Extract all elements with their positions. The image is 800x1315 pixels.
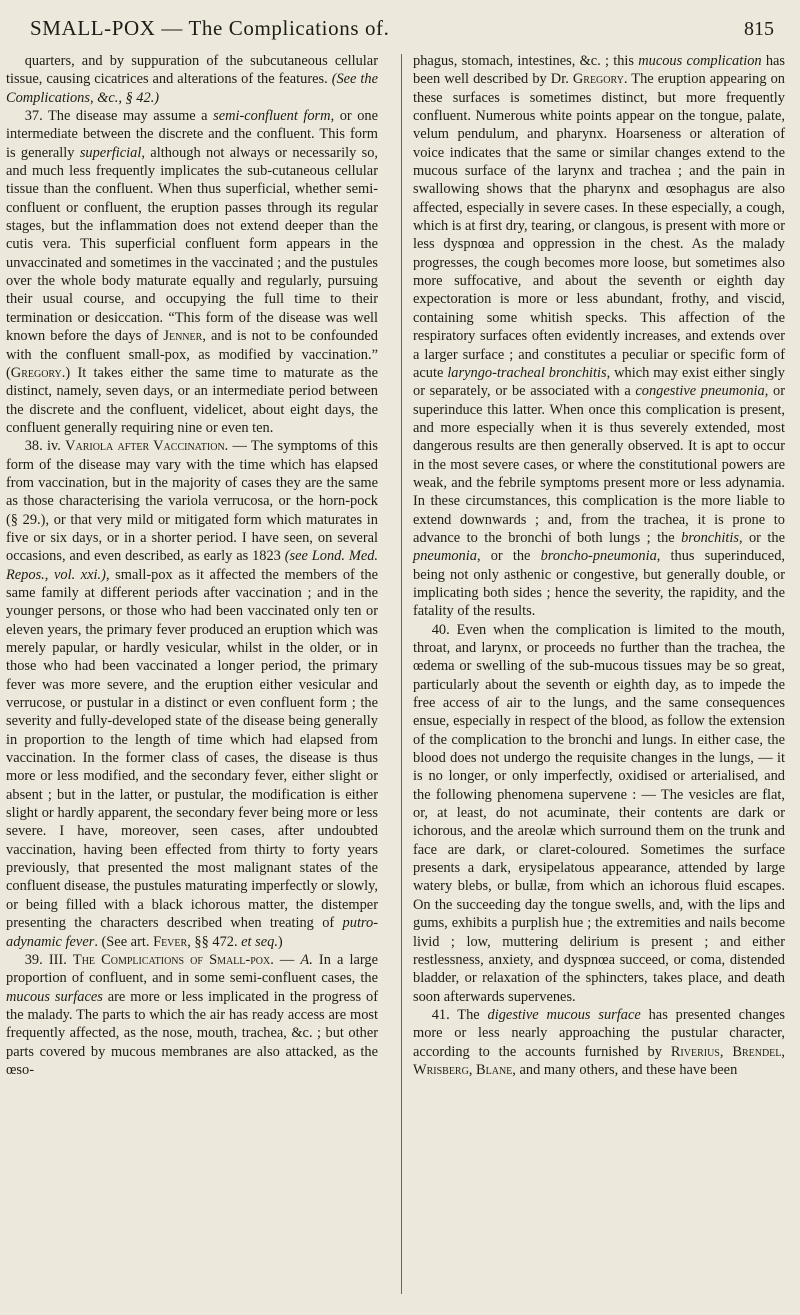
small-caps-text: Variola after Vaccination [65,438,225,455]
text-run: , thus superinduced, being not only asthenic or congestive, but generally double, or implicating both sides ; hence the severity, the rapidity, and the fatality of the results. [413,548,785,620]
text-run: 41. The [431,1006,488,1023]
small-caps-text: Gregory [572,71,624,88]
text-run: . The eruption appearing on these surfaces is sometimes distinct, but more frequently confluent. Numerous white points appear on the tongue, palate, velum pendulum, and pharynx. Hoarseness or alteration of voice indicates that the same or similar changes extend to the mucous surface of the larynx and trachea ; and the pain in swallowing shows that the pharynx and œsophagus are also affected, especially in severe cases. In these especially, a cough, which is at first dry, tearing, or clangous, is present with more or less dyspnœa and oppression in the chest. As the malady progresses, the cough becomes more loose, but sometimes also more suffocative, and about the seventh or eighth day expectoration is more or less abundant, frothy, and viscid, containing some whitish specks. This affection of the respiratory surfaces often evidently increases, and extends over a larger surface ; and constitutes a peculiar or specific form of acute [413,71,785,381]
italic-text: pneumonia [413,548,477,565]
text-run: . — The symptoms of this form of the disease may vary with the time which has elapsed from vaccination, but in the majority of cases they are the same as those characterising the variola verrucosa, or the horn-pock (§ 29.), or that very mild or mitigated form which maturates in five or six days, or in a shorter period. I have seen, on several occasions, and even described, as early as 1823 [6,438,378,565]
text-run: , or the [738,529,785,546]
italic-text: congestive pneumonia [635,383,765,400]
right-column [413,52,785,1079]
italic-text: broncho-pneumonia [540,548,657,565]
italic-text: digestive mucous surface [487,1006,641,1023]
text-run: , [719,1043,733,1060]
italic-text: bronchitis [681,529,739,546]
text-run: has been well described by Dr. [413,53,786,88]
paragraph [6,52,378,107]
text-run: are more or less implicated in the progress of the malady. The parts to which the air has ready access are most frequently affected, as the nose, mouth, trachea, &c. ; but other parts covered by mucous membranes are also attacked, as the œso- [6,988,378,1078]
text-run: , and many others, and these have been [512,1061,738,1078]
italic-text: (see Lond. Med. Repos., vol. xxi.) [6,548,379,583]
text-run: ) [277,933,283,950]
text-run: , which may exist either singly or separately, or be associated with a [413,364,786,400]
page-header [30,16,774,42]
italic-text: putro-adynamic fever [6,915,378,950]
small-caps-text: Jenner [163,328,203,345]
text-run: In a large proportion of confluent, and in some semi-confluent cases, the [6,951,378,987]
paragraph [413,1006,785,1079]
text-run: . (See art. [94,933,154,950]
italic-text: semi-confluent form [213,108,331,125]
small-caps-text: Brendel [732,1043,782,1060]
text-run: , and is not to be confounded with the confluent small-pox, as modified by vaccination.” ( [6,328,378,381]
italic-text: mucous complication [638,53,762,69]
paragraph [6,437,378,951]
italic-text: mucous surfaces [6,988,103,1005]
text-run: .) It takes either the same time to maturate as the distinct, namely, seven days, or an intermediate period between the discrete and the confluent, videlicet, about eight days, the confluent generally requiring nine or even ten. [6,364,378,436]
text-run: , or superinduce this latter. When once this complication is present, and more especially when it is thus severely extended, most dangerous results are then generally observed. It is apt to occur in the most severe cases, or where the constitutional powers are weak, and the febrile symptoms present more or less adynamia. In these circumstances, this complication is the more liable to extend downwards ; and, from the trachea, it is prone to advance to the bronchi of both lungs ; the [413,383,785,546]
text-run: 40. Even when the complication is limited to the mouth, throat, and larynx, or proceeds no further than the trachea, the œdema or swelling of the sub-mucous tissues may be so great, particularly about the seventh or eighth day, as to impede the free access of air to the lungs, and the same consequences ensue, especially in respect of the blood, as follow the extension of the complication to the bronchi and lungs. In either case, the blood does not undergo the requisite changes in the lungs, — it is no longer, or only imperfectly, oxidised or arterialised, and the following phenomena supervene : — The vesicles are flat, or, at least, do not acuminate, their contents are dark or ichorous, and the areolæ which surround them on the trunk and face are dark, or claret-coloured. Sometimes the surface presents a dark, erysipelatous appearance, attended by large watery blebs, or bullæ, from which an ichorous fluid escapes. On the succeeding day the tongue swells, and, with the lips and gums, exhibits a purplish hue ; the extremities and nails become livid ; low, muttering delirium is present ; and either restlessness, anxiety, and dyspnœa succeed, or coma, distended bladder, or relaxation of the sphincters, takes place, and death soon afterwards supervenes. [413,621,785,1005]
text-run: , or the [476,548,541,565]
small-caps-text: Wrisberg [413,1061,469,1078]
small-caps-text: Fever [153,933,188,950]
text-run: phagus, stomach, intestines, &c. ; this [413,53,639,69]
left-column [6,52,378,1079]
text-run: 37. The disease may assume a [24,108,214,125]
italic-text: et seq. [241,933,278,950]
text-run: , small-pox as it affected the members of the same family at different periods after vaccination ; and in the younger persons, or those who had been vaccinated only ten or eleven years, the primary fever produced an eruption which was merely papular, or hardly vesicular, whilst in the older, or in those who had been vaccinated a longer period, the primary fever was more severe, and the eruption either vesicular and verrucose, or pustular in a distinct or even confluent form ; the severity and fully-developed state of the disease being generally in proportion to the length of time which had elapsed from vaccination. In the former class of cases, the disease is thus more or less modified, and the secondary fever, either slight or absent ; but in the latter, or pustular, the modification is either slight or hardly apparent, the secondary fever being more or less severe. I have, moreover, seen cases, after undoubted vaccination, having been effected from thirty to forty years previously, that presented the most malignant states of the confluent disease, the pustules maturating imperfectly or slowly, or being filled with a black ichorous matter, the distemper presenting the characters described when treating of [6,566,378,932]
paragraph [413,621,785,1006]
small-caps-text: The Complications of Small-pox [72,951,271,968]
text-run: , or one intermediate between the discrete and the confluent. This form is generally [6,108,378,161]
small-caps-text: Blane [476,1061,513,1078]
page-number: 815 [744,18,774,40]
text-run: quarters, and by suppuration of the subcutaneous cellular tissue, causing cicatrices and alterations of the features. [6,53,378,88]
paragraph [6,951,378,1079]
small-caps-text: Gregory [10,364,62,381]
text-run: , §§ 472. [187,933,242,950]
column-divider [401,54,402,1294]
text-run: , [468,1061,477,1078]
text-run: . — [270,951,301,968]
text-run: 39. III. [24,951,73,968]
text-run: , although not always or necessarily so, and much less frequently implicates the sub-cutaneous cellular tissue than the confluent. When thus superficial, whether semi-confluent or confluent, the eruption passes through its regular stages, but the inflammation does not extend deeper than the cutis vera. This superficial confluent form appears in the unvaccinated and sometimes in the vaccinated ; and the pustules over the whole body maturate equally and regularly, pursuing their usual course, and occupying the full time to their termination or desiccation. “This form of the disease was well known before the days of [6,144,378,345]
text-run: 38. iv. [24,438,66,455]
running-head: SMALL-POX — The Complications of. [30,16,390,40]
italic-text: A. [300,951,313,968]
paragraph [6,107,378,437]
italic-text: (See the Complications, &c., § 42.) [6,71,378,106]
italic-text: laryngo-tracheal bronchitis [447,364,607,381]
small-caps-text: Riverius [670,1043,720,1060]
text-run: , [781,1043,785,1060]
text-run: has presented changes more or less nearly approaching the pustular character, according to the accounts furnished by [413,1006,785,1060]
italic-text: superficial [79,144,142,161]
paragraph [413,52,785,621]
